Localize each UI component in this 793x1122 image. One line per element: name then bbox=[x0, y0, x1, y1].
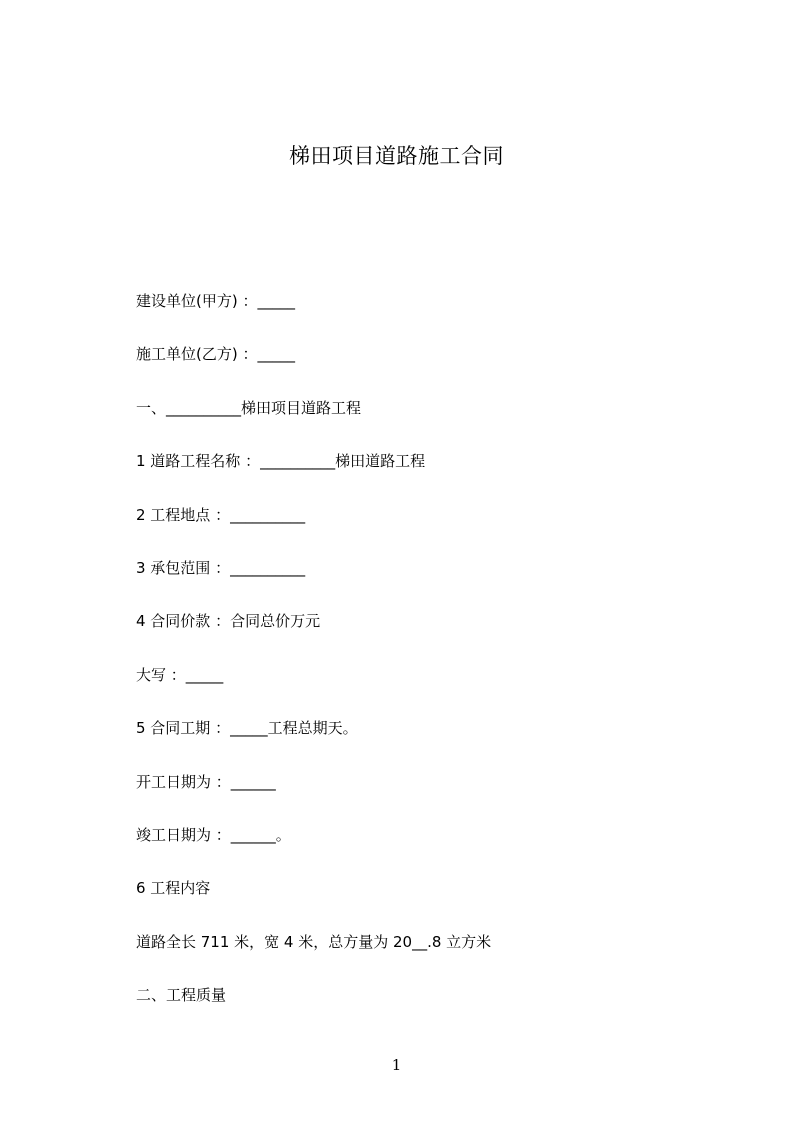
party-b-line: 施工单位(乙方) ：_____ bbox=[136, 345, 295, 363]
page-number: 1 bbox=[391, 1056, 402, 1074]
party-a-line: 建设单位(甲方) ：_____ bbox=[136, 292, 295, 310]
contract-price-line: 4 合同价款 ：合同总价万元 bbox=[136, 612, 321, 630]
contract-duration-line: 5 合同工期 ：_____工程总期天。 bbox=[136, 719, 358, 737]
work-content-heading: 6 工程内容 bbox=[136, 879, 211, 897]
section-1-heading: 一、__________梯田项目道路工程 bbox=[136, 399, 362, 417]
completion-date-line: 竣工日期为 ：______。 bbox=[136, 826, 291, 844]
road-spec-line: 道路全长 711 米，宽 4 米，总方量为 20__.8 立方米 bbox=[136, 933, 492, 951]
amount-in-words-line: 大写 ：_____ bbox=[136, 666, 224, 684]
project-location-line: 2 工程地点 ：__________ bbox=[136, 506, 306, 524]
project-name-line: 1 道路工程名称 ：__________梯田道路工程 bbox=[136, 452, 426, 470]
document-title: 梯田项目道路施工合同 bbox=[289, 144, 504, 168]
section-2-heading: 二、工程质量 bbox=[136, 986, 227, 1004]
contract-scope-line: 3 承包范围 ：__________ bbox=[136, 559, 306, 577]
start-date-line: 开工日期为 ：______ bbox=[136, 773, 276, 791]
